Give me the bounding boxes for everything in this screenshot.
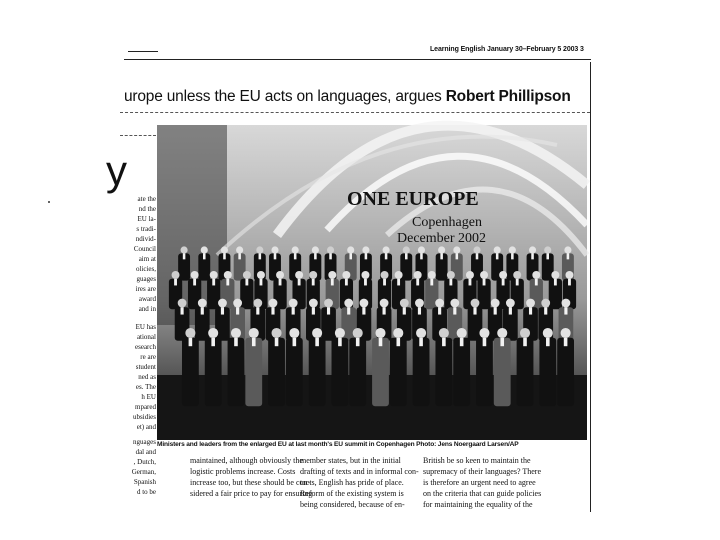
person-shirt xyxy=(201,307,204,314)
person-body xyxy=(245,338,262,406)
person-head xyxy=(457,328,467,338)
text-line: being considered, because of en- xyxy=(300,500,405,509)
person-shirt xyxy=(271,307,274,314)
person-shirt xyxy=(494,307,497,314)
person-shirt xyxy=(418,307,421,314)
person-head xyxy=(439,328,449,338)
text-line: supremacy of their languages? There xyxy=(423,467,542,476)
person-shirt xyxy=(476,253,479,259)
person-head xyxy=(198,299,207,308)
body-column-1 xyxy=(190,455,313,499)
drop-letter: y xyxy=(106,147,127,194)
person-head xyxy=(185,328,195,338)
person-shirt xyxy=(473,307,476,314)
banner-title: ONE EUROPE xyxy=(347,188,479,210)
person-shirt xyxy=(500,338,504,346)
person-head xyxy=(414,271,422,279)
headline xyxy=(124,88,594,106)
text-line: mpared xyxy=(135,403,156,411)
person-head xyxy=(381,271,389,279)
person-shirt xyxy=(338,338,342,346)
person-shirt xyxy=(460,338,464,346)
person-head xyxy=(520,328,530,338)
text-line: re are xyxy=(140,353,156,361)
person-head xyxy=(375,328,385,338)
person-head xyxy=(561,299,570,308)
person-shirt xyxy=(203,253,206,259)
person-head xyxy=(233,299,242,308)
text-line: member states, but in the initial xyxy=(300,456,401,465)
person-head xyxy=(295,271,303,279)
banner-date: December 2002 xyxy=(397,231,487,246)
person-shirt xyxy=(430,279,433,286)
person-head xyxy=(541,299,550,308)
person-head xyxy=(359,299,368,308)
person-shirt xyxy=(260,279,263,286)
text-line: olicies, xyxy=(135,265,156,273)
text-line: EU has xyxy=(135,323,156,331)
person-head xyxy=(506,299,515,308)
person-shirt xyxy=(259,253,262,259)
person-shirt xyxy=(211,338,215,346)
person-head xyxy=(403,246,410,253)
person-head xyxy=(479,328,489,338)
left-column-block-1 xyxy=(116,194,156,314)
person-shirt xyxy=(440,253,443,259)
text-line: ndivid- xyxy=(135,235,156,243)
person-head xyxy=(221,246,228,253)
text-line: and in xyxy=(138,305,156,313)
person-head xyxy=(289,328,299,338)
person-head xyxy=(393,328,403,338)
person-head xyxy=(208,328,218,338)
person-body xyxy=(228,338,245,406)
person-head xyxy=(565,271,573,279)
person-shirt xyxy=(236,307,239,314)
text-line: sidered a fair price to pay for ensuring xyxy=(190,489,313,498)
person-head xyxy=(513,271,521,279)
person-shirt xyxy=(535,279,538,286)
person-head xyxy=(497,328,507,338)
person-shirt xyxy=(345,279,348,286)
person-shirt xyxy=(312,279,315,286)
person-shirt xyxy=(298,279,301,286)
text-line: logistic problems increase. Costs xyxy=(190,467,296,476)
person-head xyxy=(191,271,199,279)
person-head xyxy=(236,246,243,253)
left-column-block-3 xyxy=(116,437,156,497)
person-head xyxy=(480,271,488,279)
person-body xyxy=(453,338,470,406)
headline-author: Robert Phillipson xyxy=(445,88,571,105)
headline-text: urope unless the EU acts on languages, argues xyxy=(124,88,446,105)
text-line: on the criteria that can guide policies xyxy=(423,489,542,498)
person-shirt xyxy=(327,307,330,314)
person-head xyxy=(335,328,345,338)
person-body xyxy=(349,338,366,406)
text-line: Reform of the existing system is xyxy=(300,489,404,498)
person-head xyxy=(292,246,299,253)
text-line: ational xyxy=(136,333,156,341)
person-head xyxy=(347,246,354,253)
person-shirt xyxy=(564,307,567,314)
person-body xyxy=(309,338,326,406)
person-head xyxy=(416,328,426,338)
person-head xyxy=(453,246,460,253)
banner-city: Copenhagen xyxy=(412,215,482,230)
text-line: es. The xyxy=(135,383,156,391)
person-head xyxy=(380,299,389,308)
person-shirt xyxy=(438,307,441,314)
person-shirt xyxy=(385,253,388,259)
page-edge xyxy=(590,62,591,512)
person-head xyxy=(243,271,251,279)
person-head xyxy=(415,299,424,308)
person-shirt xyxy=(483,279,486,286)
person-shirt xyxy=(544,307,547,314)
person-head xyxy=(532,271,540,279)
person-shirt xyxy=(531,253,534,259)
person-head xyxy=(491,299,500,308)
person-shirt xyxy=(275,338,279,346)
person-shirt xyxy=(396,338,400,346)
body-column-3 xyxy=(423,455,583,510)
person-head xyxy=(400,299,409,308)
person-shirt xyxy=(449,279,452,286)
person-shirt xyxy=(365,253,368,259)
text-line: Council xyxy=(133,245,156,253)
text-line: increase too, but these should be con- xyxy=(190,478,311,487)
person-head xyxy=(395,271,403,279)
person-body xyxy=(390,338,407,406)
text-line: ate the xyxy=(137,195,156,203)
person-head xyxy=(499,271,507,279)
person-shirt xyxy=(315,338,319,346)
person-shirt xyxy=(419,338,423,346)
person-head xyxy=(224,271,232,279)
person-head xyxy=(450,299,459,308)
person-shirt xyxy=(403,307,406,314)
text-line: tacts, English has pride of place. xyxy=(300,478,404,487)
person-body xyxy=(413,338,430,406)
person-shirt xyxy=(238,253,241,259)
person-shirt xyxy=(523,338,527,346)
person-shirt xyxy=(442,338,446,346)
person-head xyxy=(471,299,480,308)
person-body xyxy=(205,338,222,406)
margin-dot xyxy=(48,201,50,203)
top-rule xyxy=(124,59,591,60)
person-shirt xyxy=(356,338,360,346)
person-head xyxy=(418,246,425,253)
person-shirt xyxy=(397,279,400,286)
person-shirt xyxy=(453,307,456,314)
text-line: EU la- xyxy=(137,215,156,223)
person-head xyxy=(324,299,333,308)
person-head xyxy=(435,299,444,308)
person-head xyxy=(353,328,363,338)
person-head xyxy=(529,246,536,253)
person-body xyxy=(517,338,534,406)
person-shirt xyxy=(496,253,499,259)
text-line: for maintaining the equality of the xyxy=(423,500,533,509)
person-body xyxy=(332,338,349,406)
person-head xyxy=(509,246,516,253)
person-shirt xyxy=(183,253,186,259)
person-head xyxy=(564,246,571,253)
person-body xyxy=(286,338,303,406)
person-head xyxy=(438,246,445,253)
person-body xyxy=(435,338,452,406)
headline-divider xyxy=(120,112,590,113)
person-shirt xyxy=(252,338,256,346)
person-head xyxy=(172,271,180,279)
photo-caption: Ministers and leaders from the enlarged EU at last month's EU summit in Copenhagen Photo: Jens Noergaard Larsen/AP xyxy=(157,441,519,448)
running-head: Learning English January 30–February 5 2003 3 xyxy=(430,46,584,53)
person-head xyxy=(543,328,553,338)
person-head xyxy=(361,271,369,279)
person-shirt xyxy=(293,338,297,346)
person-head xyxy=(526,299,535,308)
person-head xyxy=(312,328,322,338)
person-head xyxy=(231,328,241,338)
person-shirt xyxy=(312,307,315,314)
person-head xyxy=(561,328,571,338)
person-head xyxy=(473,246,480,253)
person-head xyxy=(276,271,284,279)
person-shirt xyxy=(347,307,350,314)
person-head xyxy=(328,271,336,279)
body-column-2 xyxy=(300,455,419,510)
person-head xyxy=(344,299,353,308)
person-head xyxy=(256,246,263,253)
text-line: ubsidies xyxy=(133,413,156,421)
text-line: nd the xyxy=(138,205,156,213)
person-head xyxy=(272,328,282,338)
person-head xyxy=(544,246,551,253)
person-shirt xyxy=(383,307,386,314)
person-body xyxy=(494,338,511,406)
person-head xyxy=(309,271,317,279)
text-line: , Dutch, xyxy=(133,458,156,466)
text-line: maintained, although obviously the xyxy=(190,456,303,465)
person-shirt xyxy=(469,279,472,286)
person-shirt xyxy=(529,307,532,314)
person-head xyxy=(342,271,350,279)
person-head xyxy=(309,299,318,308)
person-head xyxy=(447,271,455,279)
person-shirt xyxy=(420,253,423,259)
text-line: dal and xyxy=(135,448,156,456)
person-shirt xyxy=(331,279,334,286)
text-line: aim at xyxy=(138,255,156,263)
text-line: ires are xyxy=(135,285,156,293)
person-head xyxy=(249,328,259,338)
person-head xyxy=(494,246,501,253)
text-line: British be so keen to maintain the xyxy=(423,456,531,465)
person-body xyxy=(539,338,556,406)
headline-divider-2 xyxy=(120,135,156,136)
text-line: student xyxy=(135,363,156,371)
person-shirt xyxy=(456,253,459,259)
person-head xyxy=(289,299,298,308)
person-shirt xyxy=(516,279,519,286)
summit-photo xyxy=(157,125,587,440)
person-shirt xyxy=(279,279,282,286)
person-head xyxy=(201,246,208,253)
person-shirt xyxy=(564,338,568,346)
person-shirt xyxy=(364,279,367,286)
person-shirt xyxy=(567,253,570,259)
person-shirt xyxy=(546,253,549,259)
person-body xyxy=(372,338,389,406)
person-head xyxy=(551,271,559,279)
person-shirt xyxy=(292,307,295,314)
text-line: et) and xyxy=(136,423,156,431)
person-shirt xyxy=(314,253,317,259)
person-shirt xyxy=(193,279,196,286)
text-line: d to be xyxy=(136,488,156,496)
top-left-rule xyxy=(128,51,158,52)
person-body xyxy=(557,338,574,406)
person-shirt xyxy=(405,253,408,259)
person-shirt xyxy=(274,253,277,259)
person-shirt xyxy=(568,279,571,286)
person-head xyxy=(271,246,278,253)
text-line: ned as xyxy=(138,373,156,381)
left-column-block-2 xyxy=(116,322,156,432)
person-shirt xyxy=(362,307,365,314)
person-head xyxy=(257,271,265,279)
person-shirt xyxy=(221,307,224,314)
person-shirt xyxy=(416,279,419,286)
person-shirt xyxy=(256,307,259,314)
person-head xyxy=(178,299,187,308)
person-body xyxy=(182,338,199,406)
group-photo-image xyxy=(157,125,587,440)
person-shirt xyxy=(509,307,512,314)
person-head xyxy=(312,246,319,253)
person-shirt xyxy=(511,253,514,259)
person-shirt xyxy=(554,279,557,286)
person-shirt xyxy=(483,338,487,346)
person-head xyxy=(383,246,390,253)
person-shirt xyxy=(223,253,226,259)
text-line: drafting of texts and in informal con- xyxy=(300,467,419,476)
text-line: s tradi- xyxy=(136,225,156,233)
text-line: is therefore an urgent need to agree xyxy=(423,478,536,487)
person-shirt xyxy=(329,253,332,259)
text-line: nguages xyxy=(133,438,156,446)
person-shirt xyxy=(502,279,505,286)
person-head xyxy=(218,299,227,308)
person-shirt xyxy=(349,253,352,259)
text-line: esearch xyxy=(135,343,156,351)
person-head xyxy=(362,246,369,253)
text-line: German, xyxy=(131,468,156,476)
text-line: Spanish xyxy=(133,478,156,486)
person-body xyxy=(268,338,285,406)
person-shirt xyxy=(234,338,238,346)
person-head xyxy=(210,271,218,279)
person-shirt xyxy=(245,279,248,286)
person-shirt xyxy=(212,279,215,286)
text-line: award xyxy=(138,295,156,303)
person-shirt xyxy=(294,253,297,259)
text-line: h EU xyxy=(141,393,156,401)
person-head xyxy=(181,246,188,253)
person-head xyxy=(327,246,334,253)
person-shirt xyxy=(546,338,550,346)
person-shirt xyxy=(226,279,229,286)
person-shirt xyxy=(181,307,184,314)
person-shirt xyxy=(379,338,383,346)
person-shirt xyxy=(174,279,177,286)
person-shirt xyxy=(383,279,386,286)
person-head xyxy=(428,271,436,279)
text-line: guages xyxy=(136,275,156,283)
person-shirt xyxy=(189,338,193,346)
person-head xyxy=(466,271,474,279)
person-head xyxy=(253,299,262,308)
person-body xyxy=(476,338,493,406)
person-head xyxy=(269,299,278,308)
